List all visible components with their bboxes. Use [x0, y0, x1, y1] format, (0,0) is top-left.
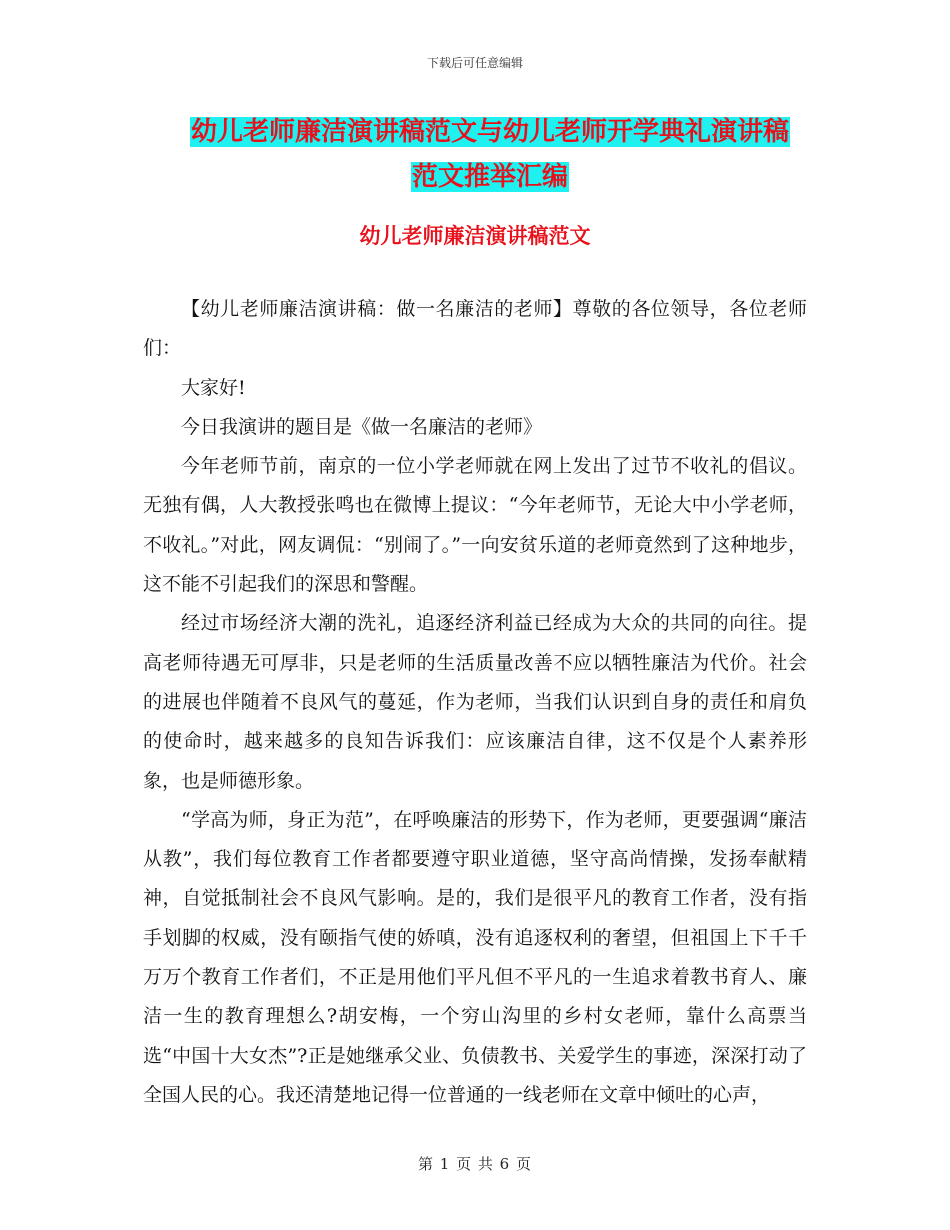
- paragraph-body-2: 经过市场经济大潮的洗礼，追逐经济利益已经成为大众的共同的向往。提高老师待遇无可厚非，只是老师的生活质量改善不应以牺牲廉洁为代价。社会的进展也伴随着不良风气的蔓延，作为老师，当我们认识到自身的责任和肩负的使命时，越来越多的良知告诉我们：应该廉洁自律，这不仅是个人素养形象，也是师德形象。: [143, 612, 807, 792]
- title-line-1: 幼儿老师廉洁演讲稿范文与幼儿老师开学典礼演讲稿: [190, 117, 789, 147]
- document-title: [140, 110, 840, 200]
- paragraph-salutation: 【幼儿老师廉洁演讲稿：做一名廉洁的老师】尊敬的各位领导，各位老师们：: [143, 298, 807, 360]
- paragraph-greeting: 大家好!: [181, 376, 246, 399]
- speech-body: [143, 290, 807, 1115]
- paragraph-body-1: 今年老师节前，南京的一位小学老师就在网上发出了过节不收礼的倡议。无独有偶，人大教授张鸣也在微博上提议：“今年老师节，无论大中小学老师，不收礼。”对此，网友调侃：“别闹了。”一向安贫乐道的老师竟然到了这种地步，这不能不引起我们的深思和警醒。: [143, 455, 807, 596]
- paragraph-topic: 今日我演讲的题目是《做一名廉洁的老师》: [181, 415, 543, 438]
- paragraph-body-3: “学高为师，身正为范”，在呼唤廉洁的形势下，作为老师，更要强调“廉洁从教”，我们每位教育工作者都要遵守职业道德，坚守高尚情操，发扬奉献精神，自觉抵制社会不良风气影响。是的，我们是很平凡的教育工作者，没有指手划脚的权威，没有颐指气使的娇嗔，没有追逐权利的奢望，但祖国上下千千万万个教育工作者们，不正是用他们平凡但不平凡的一生追求着教书育人、廉洁一生的教育理想么?胡安梅，一个穷山沟里的乡村女老师，靠什么高票当选“中国十大女杰”?正是她继承父业、负债教书、关爱学生的事迹，深深打动了全国人民的心。我还清楚地记得一位普通的一线老师在文章中倾吐的心声，: [143, 808, 807, 1106]
- section-heading: 幼儿老师廉洁演讲稿范文: [359, 224, 591, 248]
- header-note: 下载后可任意编辑: [426, 56, 523, 70]
- title-line-2: 范文推举汇编: [411, 162, 568, 192]
- page-number: 第 1 页 共 6 页: [418, 1155, 532, 1173]
